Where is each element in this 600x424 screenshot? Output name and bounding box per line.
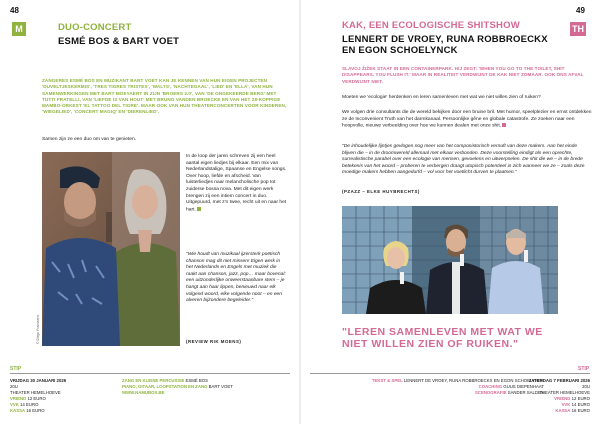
trio-photo <box>342 206 558 314</box>
end-square-icon <box>502 123 506 127</box>
right-review-source: (PZAZZ – ELKE HUYBRECHTS) <box>342 189 420 194</box>
right-body <box>342 110 592 130</box>
left-intro: Samen zijn ze een duo om van te genieten. <box>42 137 137 142</box>
right-credit-line-3: SCENOGRAFIE SANDER SALDEN <box>474 390 544 395</box>
pull-quote: "LEREN SAMENLEVEN MET WAT WE NIET WILLEN ZIEN OF RUIKEN." <box>342 326 543 350</box>
left-stip-label: STIP <box>10 366 22 372</box>
category-tag-music: M <box>12 22 26 36</box>
right-footer-rule <box>310 373 590 374</box>
left-credit-line-1: ZANG EN KLEINE PERCUSSIE ESMÉ BOS <box>122 378 208 383</box>
right-credit-line-2: COACHING GUUS DIEPENHAAT <box>478 384 544 389</box>
right-event-info <box>500 378 590 414</box>
right-price-kassa: KASSA 16 EURO <box>555 408 590 413</box>
left-column-text <box>186 154 288 214</box>
duo-photo <box>42 152 180 346</box>
right-title-line-1: LENNERT DE VROEY, RUNA ROBBROECKX <box>342 34 548 45</box>
right-price-vvk: VVK 14 EURO <box>561 402 590 407</box>
right-lead: SLAVOJ ŽIŽEK STAAT IN EEN CONTAINERPARK. HIJ ZEGT: 'WHEN YOU GO TO THE TOILET, SHIT DISAPPEARS. YOU FLUSH IT.' MAAR IN REALITEIT VERDWIJNT DE KAK NIET ZOMAAR. OOK ONS AFVAL VERDWIJNT NIET. <box>342 66 584 84</box>
right-kicker: KAK, EEN ECOLOGISCHE SHITSHOW <box>342 20 520 31</box>
page-number-right: 49 <box>576 6 585 15</box>
right-review-quote: "De inhoudelijke lijntjes gevlogen nog meer van het componistorisch vernuft van deze makers. Aan het einde blijven die – in de droomwereld allemaal met elkaar verbonden. Deze voorstelling eindigt als een oprechte, surrealistische parabel over een ecologie van mensen, gevoelens en uitwerpselen. De shit die we – in de brede betekenis van het woord – proberen te verbergen draagt utopisch potentieel in zich wanneer we ze – zoals deze moedige makers hebben aangedurfd – vol voor het voetlicht durven te plaatsen." <box>342 144 585 176</box>
right-page <box>300 0 600 424</box>
left-lead: ZANGERES ESMÉ BOS EN MUZIKANT BART VOET KAN JE KENNEN VAN HUN EIGEN PROJECTEN 'DUVELTJESKERMIS', 'TRES TIGRES TRISTES', 'WALTS', 'NACHTEGAAL', 'LIED' EN 'ELLA', VAN HUN SAMENWERKINGEN MET BART MOEYAERT IN ZIJN 'BROERS 2.0', VAN 'DE ONGEKEERDE BERG' MET TUTTI FRATELLI, VAN 'LIEFDE IS VAN HOUT' MET BRUNO VANDEN BROECKE EN VAN HET 28-KOPPIGE MAMBO-ORKEST 'EL TATTOO DEL TIGRE'. MAAR OOK VAN HUN THEATERCONCERTEN VOOR KINDEREN, 'WIEGELIED', 'CONCERT MAGIQ' EN 'DIERENLIED'. <box>42 78 287 115</box>
right-stip-label: STIP <box>578 366 590 372</box>
left-website-link[interactable]: WWW.NAMUBOX.BE <box>122 390 165 395</box>
left-event-info <box>10 378 120 414</box>
end-square-icon <box>197 207 201 211</box>
page-number-left: 48 <box>10 6 19 15</box>
left-event-date: VRIJDAG 30 JANUARI 2026 <box>10 378 67 383</box>
right-credit-line-1: TEKST & SPEL LENNERT DE VROEY, RUNA ROBBROECKX EN EGON SCHOELYNCK <box>371 378 544 383</box>
left-review-source: (REVIEW RIK MOENS) <box>186 339 242 344</box>
left-credits <box>122 378 292 396</box>
left-event-venue: THEATER HEMELHOEVE <box>10 390 61 395</box>
right-question: Moeten we 'ecologie' herdenken en leren samenleven met wat we niet willen zien of ruiken? <box>342 95 541 100</box>
left-footer-rule <box>10 373 290 374</box>
left-price-vriend: VRIEND 12 EURO <box>10 396 46 401</box>
right-body-text: We volgen drie consultants die de wereld bekijken door een bruine bril. Met humor, speelplezier en ernst ontdekken ze de Inconvenient Truth van het darmkanaal. Persoonlijke gêne en globale catastrofe. Ze zoeken naar een hoopvolle, nieuwe verbeelding over hoe we kunnen dealen met onze shit. <box>342 110 592 129</box>
right-price-vriend: VRIEND 12 EURO <box>554 396 590 401</box>
left-column-text-body: In de loop der jaren schreven zij een heel aantal eigen liedjes bij elkaar. Een mix van Nederlandstalige, Spaanse en Engelse songs. Over hoop, liefde en afscheid. Van luisterliedjes naar melancholische pop tot zuiderse bossa nova. Met dit eigen werk brengen zij een intiem concert in duo. Uitgepuurd, met z'n twee, recht uit en naar het hart. <box>186 154 287 213</box>
left-credit-line-2: PIANO, GITAAR, LOOPSTATION EN ZANG BART VOET <box>122 384 233 389</box>
left-kicker: DUO-CONCERT <box>58 22 132 33</box>
right-event-time: 20U <box>582 384 590 389</box>
left-price-vvk: VVK 14 EURO <box>10 402 39 407</box>
left-event-time: 20U <box>10 384 18 389</box>
photo-credit-left: © Diego Franssens <box>36 314 40 344</box>
category-tag-theater: TH <box>572 24 584 34</box>
right-title-line-2: EN EGON SCHOELYNCK <box>342 45 458 56</box>
left-title: ESMÉ BOS & BART VOET <box>58 36 180 47</box>
right-event-date: ZATERDAG 7 FEBRUARI 2026 <box>528 378 590 383</box>
left-review-quote: "Wie houdt van muzikaal ijzersterk poëtisch chanson mag dit niet missen! Eigen werk in het Nederlands en Engels met muziek die raakt aan chanson, jazz, pop… maar bovenal: een uitzonderlijke onweerstaanbare stem – je hangt aan haar lippen, benieuwd naar elk volgend woord, elke volgende noot – en een alveren bijzondere begeleider." <box>186 252 286 304</box>
left-price-kassa: KASSA 16 EURO <box>10 408 45 413</box>
right-event-venue: THEATER HEMELHOEVE <box>539 390 590 395</box>
